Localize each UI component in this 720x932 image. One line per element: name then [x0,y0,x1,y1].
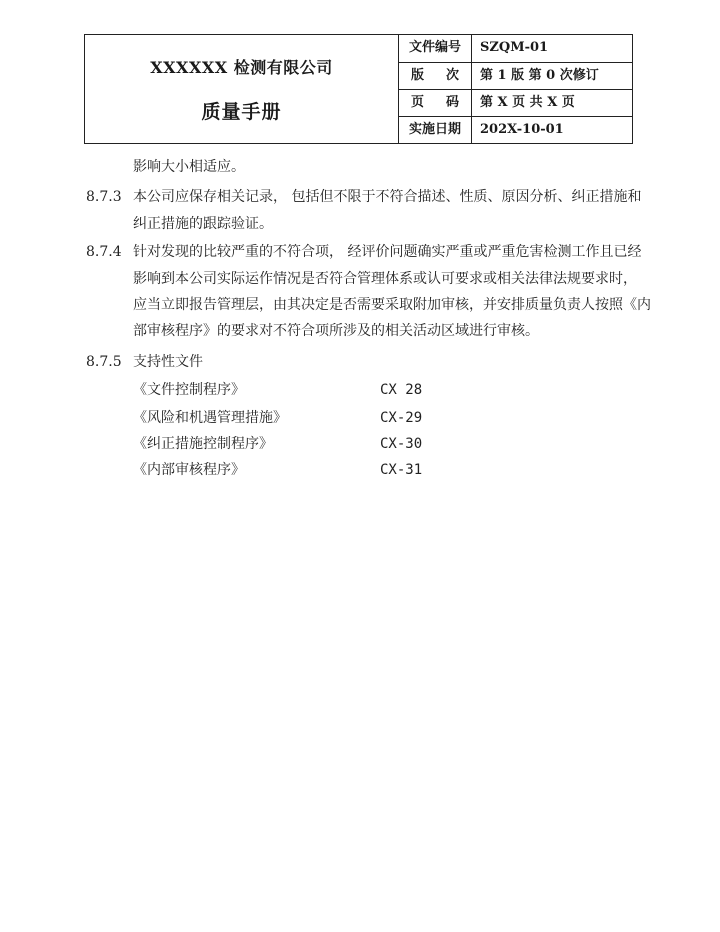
supporting-doc-name: 《文件控制程序》 [133,382,245,398]
header-key: 版 次 [399,63,472,89]
section-number: 8.7.5 [86,354,122,370]
supporting-doc-code: CX-30 [380,436,423,452]
header-row-effective-date [399,116,632,143]
header-title-cell [85,35,399,143]
section-title: 支持性文件 [133,354,203,370]
supporting-doc-code: CX-31 [380,462,423,478]
section-number: 8.7.4 [86,244,122,260]
supporting-doc-name: 《内部审核程序》 [133,462,245,478]
header-key: 文件编号 [399,35,472,62]
header-row-page [399,89,632,116]
paragraph-line: 本公司应保存相关记录， 包括但不限于不符合描述、性质、原因分析、纠正措施和 [133,189,642,205]
header-value: SZQM-01 [480,40,549,55]
supporting-doc-code: CX 28 [380,382,423,398]
header-key: 实施日期 [399,117,472,143]
document-header-table [84,34,633,144]
paragraph-line: 针对发现的比较严重的不符合项， 经评价问题确实严重或严重危害检测工作且已经 [133,244,642,260]
paragraph-line: 应当立即报告管理层，由其决定是否需要采取附加审核，并安排质量负责人按照《内 [133,297,651,313]
header-key: 页 码 [399,90,472,116]
paragraph-line: 影响到本公司实际运作情况是否符合管理体系或认可要求或相关法律法规要求时， [133,271,637,287]
paragraph-line: 部审核程序》的要求对不符合项所涉及的相关活动区域进行审核。 [133,323,539,339]
header-value: 202X-10-01 [480,122,564,137]
manual-title: 质量手册 [201,101,282,123]
header-row-doc-number [399,35,632,62]
header-value: 第 X 页 共 X 页 [480,95,575,110]
supporting-doc-name: 《纠正措施控制程序》 [133,436,273,452]
continuation-text: 影响大小相适应。 [133,159,245,175]
header-value: 第 1 版 第 0 次修订 [480,68,599,83]
supporting-doc-name: 《风险和机遇管理措施》 [133,410,287,426]
supporting-doc-code: CX-29 [380,410,423,426]
header-row-edition [399,62,632,89]
company-name: XXXXXX 检测有限公司 [150,58,333,77]
section-number: 8.7.3 [86,189,122,205]
paragraph-line: 纠正措施的跟踪验证。 [133,216,273,232]
